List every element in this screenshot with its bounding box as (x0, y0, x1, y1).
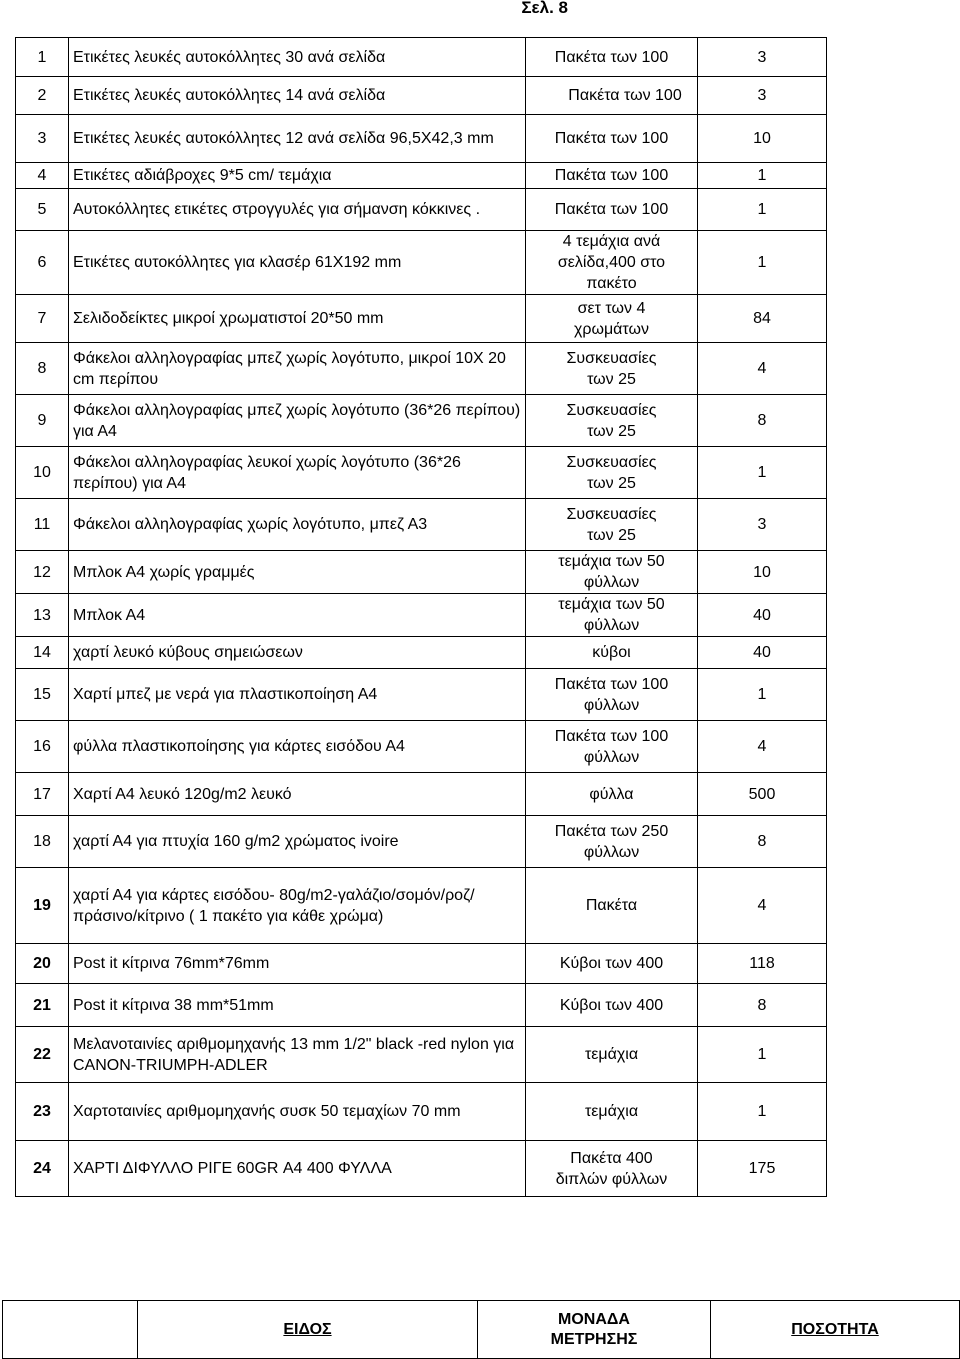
row-number: 15 (16, 669, 69, 721)
quantity: 1 (698, 669, 827, 721)
table-row (16, 395, 827, 447)
row-number: 8 (16, 343, 69, 395)
row-number: 11 (16, 499, 69, 551)
item-description: Post it κίτρινα 38 mm*51mm (69, 984, 526, 1027)
quantity: 8 (698, 395, 827, 447)
unit-text: Συσκευασίες των 25 (566, 453, 657, 492)
table-row (16, 984, 827, 1027)
unit-text: Πακέτα των 100 φύλλων (554, 675, 669, 714)
table-row (16, 551, 827, 594)
quantity: 1 (698, 1083, 827, 1141)
item-description: ΧΑΡΤΙ ΔΙΦΥΛΛΟ ΡΙΓΕ 60GR Α4 400 ΦΥΛΛΑ (69, 1141, 526, 1197)
quantity: 4 (698, 343, 827, 395)
unit-of-measure: Πακέτα των 100 (526, 115, 698, 163)
item-description: Ετικέτες λευκές αυτοκόλλητες 12 ανά σελίδα 96,5Χ42,3 mm (69, 115, 526, 163)
table-row (16, 38, 827, 77)
item-description: φύλλα πλαστικοποίησης για κάρτες εισόδου Α4 (69, 721, 526, 773)
item-description: Χαρτί μπεζ με νερά για πλαστικοποίηση Α4 (69, 669, 526, 721)
quantity: 8 (698, 984, 827, 1027)
unit-text: 4 τεμάχια ανά σελίδα,400 στο πακέτο (557, 233, 666, 292)
quantity: 40 (698, 594, 827, 637)
item-description: Φάκελοι αλληλογραφίας χωρίς λογότυπο, μπεζ Α3 (69, 499, 526, 551)
footer-col-item: ΕΙΔΟΣ (138, 1301, 478, 1359)
footer-header-row (3, 1301, 960, 1359)
row-number: 1 (16, 38, 69, 77)
footer-col-blank (3, 1301, 138, 1359)
item-description: Αυτοκόλλητες ετικέτες στρογγυλές για σήμανση κόκκινες . (69, 189, 526, 231)
table-row (16, 721, 827, 773)
table-row (16, 447, 827, 499)
quantity: 118 (698, 944, 827, 984)
footer-header-table (2, 1300, 960, 1359)
row-number: 24 (16, 1141, 69, 1197)
row-number: 13 (16, 594, 69, 637)
table-row (16, 1027, 827, 1083)
row-number: 23 (16, 1083, 69, 1141)
unit-of-measure: Κύβοι των 400 (526, 944, 698, 984)
row-number: 21 (16, 984, 69, 1027)
unit-of-measure (526, 594, 698, 637)
item-description: Σελιδοδείκτες μικροί χρωματιστοί 20*50 mm (69, 295, 526, 343)
unit-of-measure: τεμάχια (526, 1027, 698, 1083)
unit-text: Πακέτα των 100 (554, 201, 669, 218)
item-description: Χαρτοταινίες αριθμομηχανής συσκ 50 τεμαχίων 70 mm (69, 1083, 526, 1141)
item-description: Ετικέτες λευκές αυτοκόλλητες 30 ανά σελίδα (69, 38, 526, 77)
row-number: 18 (16, 816, 69, 868)
unit-text: Συσκευασίες των 25 (566, 349, 657, 388)
table-row (16, 868, 827, 944)
unit-text: Συσκευασίες των 25 (566, 401, 657, 440)
unit-text: τεμάχια των 50 φύλλων (558, 596, 665, 634)
unit-of-measure (526, 1141, 698, 1197)
table-row (16, 1141, 827, 1197)
unit-of-measure: τεμάχια (526, 1083, 698, 1141)
unit-of-measure (526, 189, 698, 231)
unit-of-measure (526, 77, 698, 115)
row-number: 5 (16, 189, 69, 231)
quantity: 4 (698, 868, 827, 944)
row-number: 20 (16, 944, 69, 984)
unit-of-measure: Πακέτα (526, 868, 698, 944)
unit-of-measure (526, 343, 698, 395)
row-number: 10 (16, 447, 69, 499)
row-number: 12 (16, 551, 69, 594)
item-description: Μπλοκ Α4 χωρίς γραμμές (69, 551, 526, 594)
table-row (16, 594, 827, 637)
table-row (16, 343, 827, 395)
row-number: 17 (16, 773, 69, 816)
unit-text: Πακέτα 400 διπλών φύλλων (555, 1149, 668, 1188)
row-number: 16 (16, 721, 69, 773)
unit-of-measure: φύλλα (526, 773, 698, 816)
unit-text: Πακέτα των 250 φύλλων (554, 822, 669, 861)
unit-text: Πακέτα των 100 φύλλων (554, 727, 669, 766)
item-description: Ετικέτες λευκές αυτοκόλλητες 14 ανά σελίδα (69, 77, 526, 115)
row-number: 3 (16, 115, 69, 163)
page-label: Σελ. 8 (521, 0, 568, 17)
row-number: 22 (16, 1027, 69, 1083)
quantity: 175 (698, 1141, 827, 1197)
unit-of-measure: Πακέτα των 100 (526, 163, 698, 189)
unit-of-measure (526, 721, 698, 773)
unit-of-measure (526, 447, 698, 499)
item-description: Φάκελοι αλληλογραφίας λευκοί χωρίς λογότυπο (36*26 περίπου) για Α4 (69, 447, 526, 499)
table-row (16, 163, 827, 189)
unit-of-measure (526, 816, 698, 868)
quantity: 10 (698, 551, 827, 594)
quantity: 84 (698, 295, 827, 343)
item-description: χαρτί Α4 για πτυχία 160 g/m2 χρώματος ivoire (69, 816, 526, 868)
unit-text: Συσκευασίες των 25 (566, 505, 657, 544)
unit-text: Πακέτα των 100 (568, 87, 682, 104)
item-description: χαρτί Α4 για κάρτες εισόδου- 80g/m2-γαλάζιο/σομόν/ροζ/πράσινο/κίτρινο ( 1 πακέτο για κάθε χρώμα) (69, 868, 526, 944)
table-row (16, 816, 827, 868)
row-number: 14 (16, 637, 69, 669)
item-description: Φάκελοι αλληλογραφίας μπεζ χωρίς λογότυπο, μικροί 10Χ 20 cm περίπου (69, 343, 526, 395)
table-row (16, 499, 827, 551)
footer-col-unit (478, 1301, 711, 1359)
row-number: 7 (16, 295, 69, 343)
quantity: 40 (698, 637, 827, 669)
footer-col-unit-label: ΜΟΝΑΔΑ ΜΕΤΡΗΣΗΣ (550, 1310, 638, 1348)
quantity: 1 (698, 447, 827, 499)
unit-of-measure: κύβοι (526, 637, 698, 669)
items-table (15, 37, 827, 1197)
quantity: 1 (698, 231, 827, 295)
table-row (16, 637, 827, 669)
table-row (16, 1083, 827, 1141)
item-description: Χαρτί Α4 λευκό 120g/m2 λευκό (69, 773, 526, 816)
quantity: 3 (698, 499, 827, 551)
unit-of-measure (526, 499, 698, 551)
unit-text: σετ των 4 χρωμάτων (573, 299, 650, 338)
quantity: 500 (698, 773, 827, 816)
table-row (16, 189, 827, 231)
item-description: Ετικέτες αυτοκόλλητες για κλασέρ 61Χ192 mm (69, 231, 526, 295)
quantity: 4 (698, 721, 827, 773)
table-row (16, 669, 827, 721)
table-row (16, 295, 827, 343)
item-description: Φάκελοι αλληλογραφίας μπεζ χωρίς λογότυπο (36*26 περίπου) για Α4 (69, 395, 526, 447)
unit-of-measure: Κύβοι των 400 (526, 984, 698, 1027)
quantity: 8 (698, 816, 827, 868)
quantity: 1 (698, 189, 827, 231)
item-description: Μελανοταινίες αριθμομηχανής 13 mm 1/2" black -red nylon για CANON-TRIUMPH-ADLER (69, 1027, 526, 1083)
quantity: 3 (698, 38, 827, 77)
row-number: 6 (16, 231, 69, 295)
unit-of-measure (526, 669, 698, 721)
item-description: Post it κίτρινα 76mm*76mm (69, 944, 526, 984)
row-number: 9 (16, 395, 69, 447)
row-number: 19 (16, 868, 69, 944)
quantity: 3 (698, 77, 827, 115)
quantity: 10 (698, 115, 827, 163)
unit-of-measure: Πακέτα των 100 (526, 38, 698, 77)
table-row (16, 77, 827, 115)
row-number: 2 (16, 77, 69, 115)
unit-of-measure (526, 551, 698, 594)
quantity: 1 (698, 163, 827, 189)
table-row (16, 231, 827, 295)
quantity: 1 (698, 1027, 827, 1083)
unit-of-measure (526, 295, 698, 343)
unit-text: τεμάχια των 50 φύλλων (558, 553, 665, 591)
table-row (16, 773, 827, 816)
unit-of-measure (526, 231, 698, 295)
footer-col-qty: ΠΟΣΟΤΗΤΑ (711, 1301, 960, 1359)
unit-of-measure (526, 395, 698, 447)
item-description: Μπλοκ Α4 (69, 594, 526, 637)
row-number: 4 (16, 163, 69, 189)
item-description: Ετικέτες αδιάβροχες 9*5 cm/ τεμάχια (69, 163, 526, 189)
item-description: χαρτί λευκό κύβους σημειώσεων (69, 637, 526, 669)
table-row (16, 115, 827, 163)
table-row (16, 944, 827, 984)
